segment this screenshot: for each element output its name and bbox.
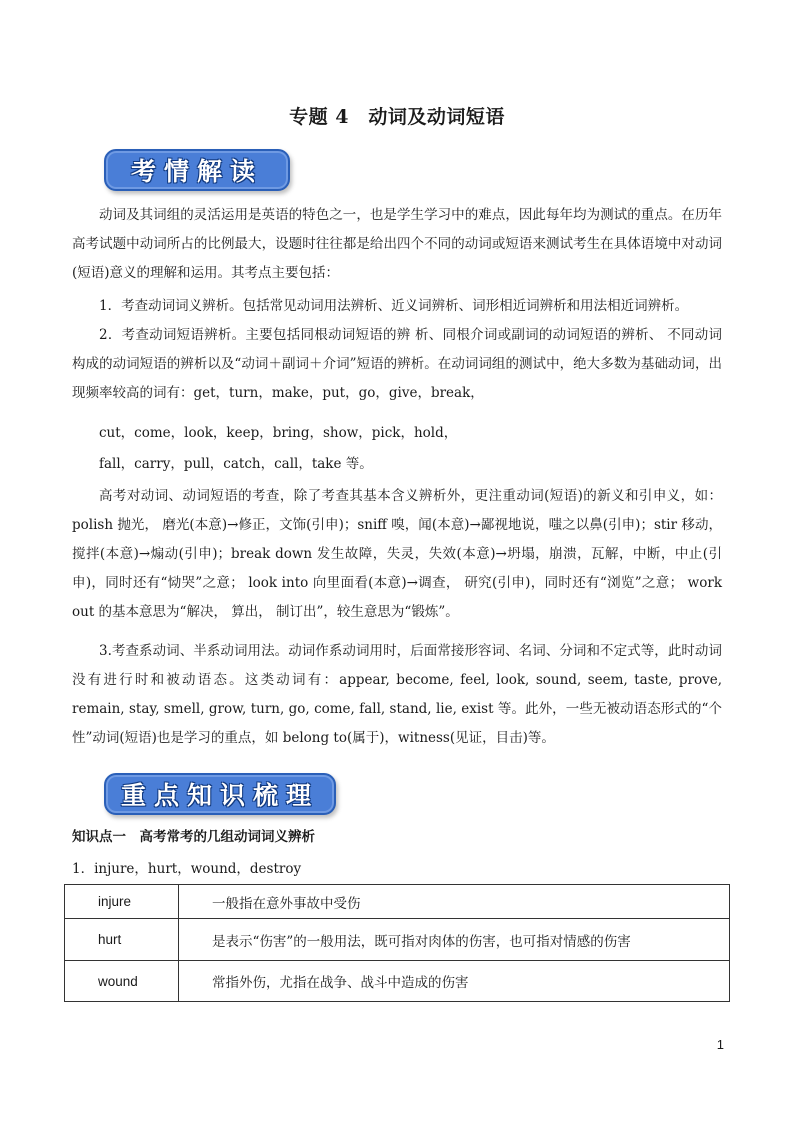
table-meaning: 是表示“伤害”的一般用法，既可指对肉体的伤害，也可指对情感的伤害 [179, 919, 730, 961]
intro-point-1: 1．考查动词词义辨析。包括常见动词用法辨析、近义词辨析、词形相近词辨析和用法相近词辨析。 [99, 298, 689, 314]
table-meaning: 一般指在意外事故中受伤 [179, 885, 730, 919]
intro-point-3: 3.考查系动词、半系动词用法。动词作系动词用时，后面常接形容词、名词、分词和不定式等，此时动词没有进行时和被动语态。这类动词有：appear, become, feel, look, sound, seem, taste, prove, remain, stay, smell, grow, turn, go, come, fall, stand, lie, exist 等。此外，一些无被动语态形式的“个性”动词(短语)也是学习的重点，如 belong to(属于)，witness(见证，目击)等。 [72, 643, 722, 746]
verb-list-line-2: cut，come，look，keep，bring，show，pick，hold， [99, 425, 458, 441]
table-row [65, 885, 730, 919]
table-term: hurt [65, 919, 179, 961]
section-banner-key-knowledge: 重点知识梳理 [104, 773, 336, 815]
group-title: 1．injure，hurt，wound，destroy [72, 861, 302, 877]
section-banner-exam-analysis: 考情解读 [104, 149, 290, 191]
page-title: 专题 4 动词及动词短语 [289, 106, 505, 128]
table-row [65, 961, 730, 1002]
verb-list-line-3: fall，carry，pull，catch，call，take 等。 [99, 456, 373, 472]
table-term: wound [65, 961, 179, 1002]
knowledge-heading: 知识点一 高考常考的几组动词词义辨析 [72, 829, 315, 845]
page-number: 1 [716, 1037, 724, 1052]
table-term: injure [65, 885, 179, 919]
intro-paragraph-1: 动词及其词组的灵活运用是英语的特色之一，也是学生学习中的难点，因此每年均为测试的重点。在历年高考试题中动词所占的比例最大，设题时往往都是给出四个不同的动词或短语来测试考生在具体语境中对动词(短语)意义的理解和运用。其考点主要包括： [72, 207, 722, 281]
table-row [65, 919, 730, 961]
intro-point-2: 2．考查动词短语辨析。主要包括同根动词短语的辨 析、同根介词或副词的动词短语的辨析、 不同动词构成的动词短语的辨析以及“动词＋副词＋介词”短语的辨析。在动词词组的测试中，绝大多数为基础动词，出现频率较高的词有：get，turn，make，put，go，give，break， [72, 327, 722, 401]
definition-table [64, 884, 730, 1002]
table-meaning: 常指外伤，尤指在战争、战斗中造成的伤害 [179, 961, 730, 1002]
intro-paragraph-extended-meaning: 高考对动词、动词短语的考查，除了考查其基本含义辨析外，更注重动词(短语)的新义和引申义，如：polish 抛光， 磨光(本意)→修正，文饰(引申)；sniff 嗅，闻(本意)→鄙视地说，嗤之以鼻(引申)；stir 移动，搅拌(本意)→煽动(引申)；break down 发生故障，失灵，失效(本意)→坍塌，崩溃，瓦解，中断，中止(引申)，同时还有“恸哭”之意； look into 向里面看(本意)→调查， 研究(引申)，同时还有“浏览”之意； work out 的基本意思为“解决， 算出， 制订出”，较生意思为“锻炼”。 [72, 488, 722, 620]
